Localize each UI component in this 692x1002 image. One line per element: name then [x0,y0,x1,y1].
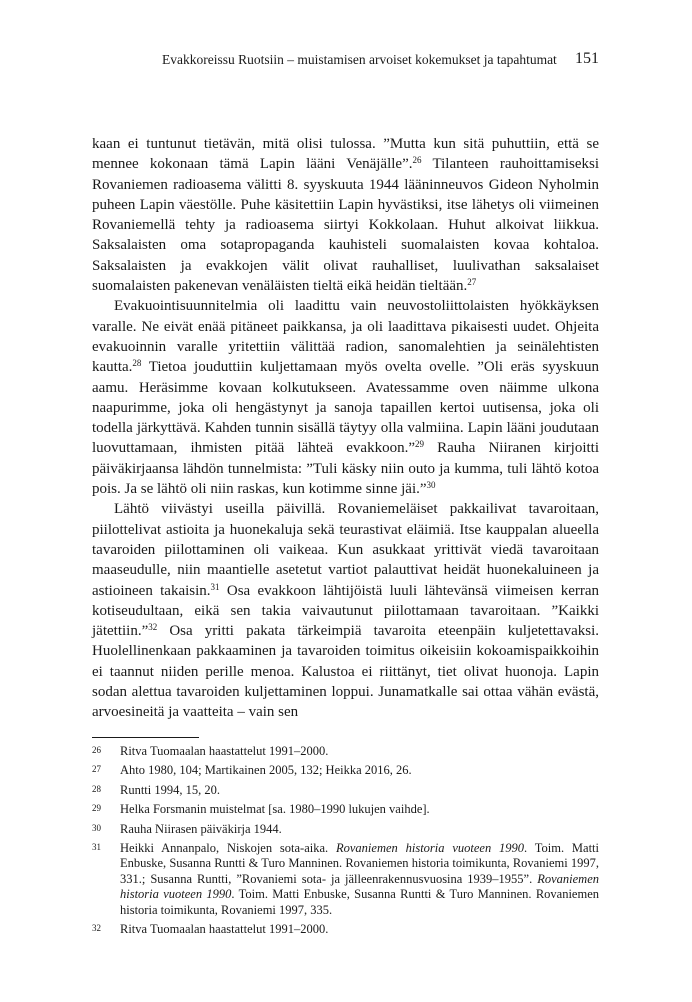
text-run: Osa evakkoon lähtijöistä luuli lähtevänsä viimeisen kerran kotiseudultaan, eikä sen takia vaivautunut piilottamaan tavaroitaan. ”Kaikki jätettiin.” [92,582,599,640]
page-number: 151 [575,50,599,67]
text-run: Ahto 1980, 104; Martikainen 2005, 132; Heikka 2016, 26. [120,763,412,778]
running-header [92,52,599,72]
text-run: Heikki Annanpalo, Niskojen sota-aika. [120,841,336,856]
footnote [92,763,599,778]
footnote-reference: 32 [148,622,158,633]
text-run: Evakuointisuunnitelmia oli laadittu vain neuvostoliittolaisten hyökkäyksen varalle. Ne eivät enää pitäneet paikkansa, ja oli laadittava pikaisesti uudet. Ohjeita evakuoinnin varalle yritettiin välittää radion, sanomalehtien ja seinälehtisten kautta. [92,298,599,376]
footnote-number: 30 [92,822,101,833]
paragraph [92,499,599,722]
footnote-number: 32 [92,923,101,934]
footnotes [92,744,599,941]
footnote-number: 26 [92,745,101,755]
text-run: kaan ei tuntunut tietävän, mitä olisi tulossa. ”Mutta kun sitä puhuttiin, että se mennee kokonaan tämä Lapin lääni Venäjälle”. [92,136,599,173]
footnote [92,783,599,798]
footnote [92,841,599,918]
italic-title: Rovaniemen historia vuoteen 1990 [120,871,599,902]
italic-title: Rovaniemen historia vuoteen 1990 [336,841,525,856]
footnote-number: 29 [92,803,101,814]
paragraph [92,134,599,296]
text-run: Ritva Tuomaalan haastattelut 1991–2000. [120,922,329,937]
footnote-reference: 26 [412,155,422,166]
text-run: Ritva Tuomaalan haastattelut 1991–2000. [120,744,329,758]
text-run: Lähtö viivästyi useilla päivillä. Rovaniemeläiset pakkailivat tavaroitaan, piilottelivat astioita ja huonekaluja sekä teurastivat eläimiä. Itse kauppalan alueella tavaroiden piilottaminen oli vaikeaa. Kun asukkaat yrittivät viedä tavaroitaan maaseudulle, niin maantielle asetetut vartiot palauttivat heidät huonekaluineen ja astioineen takaisin. [92,501,599,599]
footnote-reference: 28 [132,358,142,369]
text-run: Rauha Niirasen päiväkirja 1944. [120,821,282,836]
footnote [92,822,599,837]
text-run: Tietoa jouduttiin kuljettamaan myös ovelta ovelle. ”Oli eräs syyskuun aamu. Heräsimme kovaan kolkutukseen. Avatessamme oven näimme ulkona naapurimme, joka oli hengästynyt ja sanoja tapaillen kertoi uutisensa, joka oli todella järkyttävä. Kahden tunnin sisällä täytyy olla valmiina. Lapin lääni joudutaan luovuttamaan, ihmisten pitää lähteä evakkoon.” [92,359,599,457]
paragraph [92,296,599,499]
text-run: . Toim. Matti Enbuske, Susanna Runtti & Turo Manninen. Rovaniemen historia toimikunta, Rovaniemi 1997, 331.; Susanna Runtti, ”Rovaniemi sota- ja jälleenrakennusvuosina 1939–1955”. [120,841,599,886]
footnote-reference: 29 [415,439,424,450]
text-run: Tilanteen rauhoittamiseksi Rovaniemen radioasema välitti 8. syyskuuta 1944 lääninneuvos Gideon Nyholmin puheen Lapin väestölle. Puhe käsitettiin Lapin hyvästiksi, itse lähetys oli viimeinen Rovaniemellä tehty ja radioasema siirtyi Kokkolaan. Huhut alkoivat liikkua. Saksalaisten oma sotapropaganda kauhisteli suomalaisten kovaa kohtaloa. Saksalaisten ja evakkojen välit olivat rauhalliset, luulivathan saksalaiset suomalaisten pakenevan venäläisten tieltä eikä heidän tieltään. [92,156,599,295]
footnote-number: 28 [92,783,101,794]
footnote-reference: 31 [210,581,220,592]
running-title: Evakkoreissu Ruotsiin – muistamisen arvoiset kokemukset ja tapahtumat [162,52,557,67]
footnote-reference: 27 [467,277,477,288]
footnote [92,922,599,937]
text-run: Runtti 1994, 15, 20. [120,782,221,797]
text-run: . Toim. Matti Enbuske, Susanna Runtti & Turo Manninen. Rovaniemen historia toimikunta, Rovaniemi 1997, 335. [120,887,600,917]
footnote [92,744,599,759]
footnote-divider [92,737,199,738]
footnote-number: 31 [92,842,101,853]
footnote-number: 27 [92,764,101,775]
footnote [92,802,599,817]
text-run: Osa yritti pakata tärkeimpiä tavaroita eteenpäin kuljetettavaksi. Huolellinenkaan pakkaaminen ja tavaroiden toimitus oikeisiin kokoamispaikkoihin ei taannut niiden perille menoa. Kalustoa ei riittänyt, tiet olivat huonoja. Lapin sodan alettua tavaroiden kuljettaminen loppui. Junamatkalle sai ottaa vähän evästä, arvoesineitä ja vaatteita – vain sen [92,623,599,721]
main-text [92,134,599,723]
text-run: Helka Forsmanin muistelmat [sa. 1980–1990 lukujen vaihde]. [120,802,430,817]
text-run: Rauha Niiranen kirjoitti päiväkirjaansa lähdön tunnelmista: ”Tuli käsky niin outo ja kumma, tuli lähtö kotoa pois. Ja se lähtö oli niin raskas, kun kotimme sinne jäi.” [92,440,599,498]
footnote-reference: 30 [426,480,436,491]
